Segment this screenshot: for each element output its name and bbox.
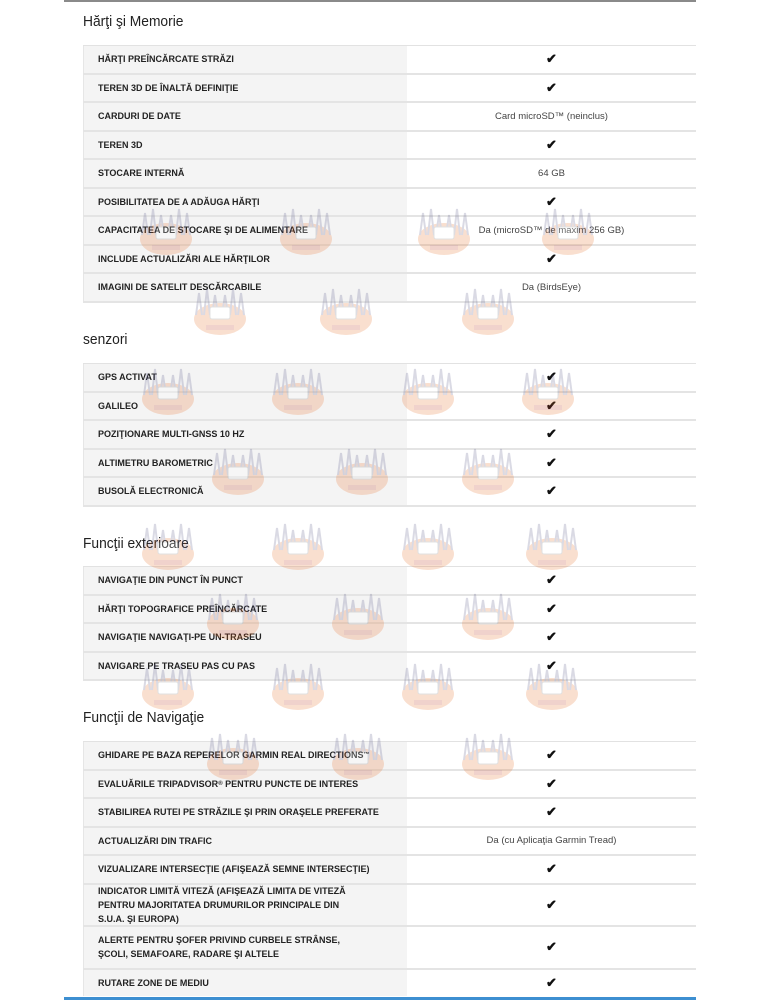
check-icon: ✔ <box>407 189 696 216</box>
table-row <box>83 132 696 161</box>
logo-watermark-icon <box>270 520 326 572</box>
spec-label: CAPACITATEA DE STOCARE ŞI DE ALIMENTARE <box>83 217 407 244</box>
table-row <box>83 828 696 857</box>
check-icon: ✔ <box>407 450 696 477</box>
spec-label: ACTUALIZĂRI DIN TRAFIC <box>83 828 407 855</box>
spec-label: IMAGINI DE SATELIT DESCĂRCABILE <box>83 274 407 301</box>
table-row <box>83 217 696 246</box>
spec-label: NAVIGAŢIE DIN PUNCT ÎN PUNCT <box>83 567 407 594</box>
table-row <box>83 450 696 479</box>
check-icon: ✔ <box>407 75 696 102</box>
table-row <box>83 75 696 104</box>
spec-label: NAVIGAŢIE NAVIGAŢI-PE UN-TRASEU <box>83 624 407 651</box>
spec-label: BUSOLĂ ELECTRONICĂ <box>83 478 407 505</box>
spec-label: ALTIMETRU BAROMETRIC <box>83 450 407 477</box>
spec-value: Da (cu Aplicaţia Garmin Tread) <box>407 828 696 855</box>
check-icon: ✔ <box>407 478 696 505</box>
spec-label: ALERTE PENTRU ŞOFER PRIVIND CURBELE STRÂNSE, ŞCOLI, SEMAFOARE, RADARE ŞI ALTELE <box>83 927 407 968</box>
spec-label-text: GHIDARE PE BAZA REPERELOR GARMIN REAL DIRECTIONS <box>98 750 364 761</box>
spec-label: GHIDARE PE BAZA REPERELOR GARMIN REAL DIRECTIONS ™ <box>83 742 407 769</box>
spec-label: TEREN 3D DE ÎNALTĂ DEFINIŢIE <box>83 75 407 102</box>
spec-label-text-after: PENTRU PUNCTE DE INTERES <box>222 778 359 789</box>
table-row <box>83 885 696 928</box>
table-row <box>83 927 696 970</box>
section-title-senzori: senzori <box>83 331 128 348</box>
check-icon: ✔ <box>407 742 696 769</box>
check-icon: ✔ <box>407 132 696 159</box>
spec-label: STABILIREA RUTEI PE STRĂZILE ŞI PRIN ORAŞELE PREFERATE <box>83 799 407 826</box>
table-row <box>83 653 696 682</box>
specs-table-functii-navigatie <box>83 741 696 996</box>
spec-label: CARDURI DE DATE <box>83 103 407 130</box>
section-title-functii-navigatie: Funcţii de Navigaţie <box>83 709 205 726</box>
table-row <box>83 970 696 997</box>
spec-value: 64 GB <box>407 160 696 187</box>
table-row <box>83 478 696 507</box>
spec-label: HĂRŢI TOPOGRAFICE PREÎNCĂRCATE <box>83 596 407 623</box>
logo-watermark-icon <box>400 520 456 572</box>
section-title-harti-memorie: Hărţi şi Memorie <box>83 13 184 30</box>
table-row <box>83 856 696 885</box>
check-icon: ✔ <box>407 970 696 997</box>
table-row <box>83 421 696 450</box>
spec-label: POZIŢIONARE MULTI-GNSS 10 HZ <box>83 421 407 448</box>
spec-label: INCLUDE ACTUALIZĂRI ALE HĂRŢILOR <box>83 246 407 273</box>
spec-label: VIZUALIZARE INTERSECŢIE (AFIŞEAZĂ SEMNE INTERSECŢIE) <box>83 856 407 883</box>
check-icon: ✔ <box>407 46 696 73</box>
check-icon: ✔ <box>407 799 696 826</box>
check-icon: ✔ <box>407 624 696 651</box>
spec-value: Da (BirdsEye) <box>407 274 696 301</box>
table-row <box>83 567 696 596</box>
spec-label: RUTARE ZONE DE MEDIU <box>83 970 407 997</box>
spec-label: POSIBILITATEA DE A ADĂUGA HĂRŢI <box>83 189 407 216</box>
spec-label: TEREN 3D <box>83 132 407 159</box>
spec-label-text: EVALUĂRILE TRIPADVISOR <box>98 778 219 789</box>
check-icon: ✔ <box>407 596 696 623</box>
top-divider <box>64 0 696 2</box>
table-row <box>83 799 696 828</box>
table-row <box>83 596 696 625</box>
logo-watermark-icon <box>524 520 580 572</box>
table-row <box>83 624 696 653</box>
check-icon: ✔ <box>407 364 696 391</box>
specs-table-harti-memorie <box>83 45 696 303</box>
spec-label: EVALUĂRILE TRIPADVISOR ® PENTRU PUNCTE DE INTERES <box>83 771 407 798</box>
table-row <box>83 103 696 132</box>
table-row <box>83 189 696 218</box>
specs-table-functii-exterioare <box>83 566 696 681</box>
table-row <box>83 46 696 75</box>
table-row <box>83 393 696 422</box>
table-row <box>83 274 696 303</box>
spec-label: INDICATOR LIMITĂ VITEZĂ (AFIŞEAZĂ LIMITA DE VITEZĂ PENTRU MAJORITATEA DRUMURILOR PRINCIPALE DIN S.U.A. ŞI EUROPA) <box>83 885 407 926</box>
check-icon: ✔ <box>407 856 696 883</box>
table-row <box>83 364 696 393</box>
check-icon: ✔ <box>407 927 696 968</box>
spec-label: NAVIGARE PE TRASEU PAS CU PAS <box>83 653 407 680</box>
check-icon: ✔ <box>407 567 696 594</box>
specs-table-senzori <box>83 363 696 507</box>
table-row <box>83 771 696 800</box>
section-title-functii-exterioare: Funcţii exterioare <box>83 535 189 552</box>
spec-value: Da (microSD™ de maxim 256 GB) <box>407 217 696 244</box>
check-icon: ✔ <box>407 885 696 926</box>
table-row <box>83 742 696 771</box>
table-row <box>83 160 696 189</box>
spec-label: HĂRŢI PREÎNCĂRCATE STRĂZI <box>83 46 407 73</box>
table-row <box>83 246 696 275</box>
check-icon: ✔ <box>407 421 696 448</box>
spec-value: Card microSD™ (neinclus) <box>407 103 696 130</box>
check-icon: ✔ <box>407 653 696 680</box>
check-icon: ✔ <box>407 246 696 273</box>
spec-label: STOCARE INTERNĂ <box>83 160 407 187</box>
check-icon: ✔ <box>407 771 696 798</box>
check-icon: ✔ <box>407 393 696 420</box>
spec-label: GPS ACTIVAT <box>83 364 407 391</box>
spec-label: GALILEO <box>83 393 407 420</box>
